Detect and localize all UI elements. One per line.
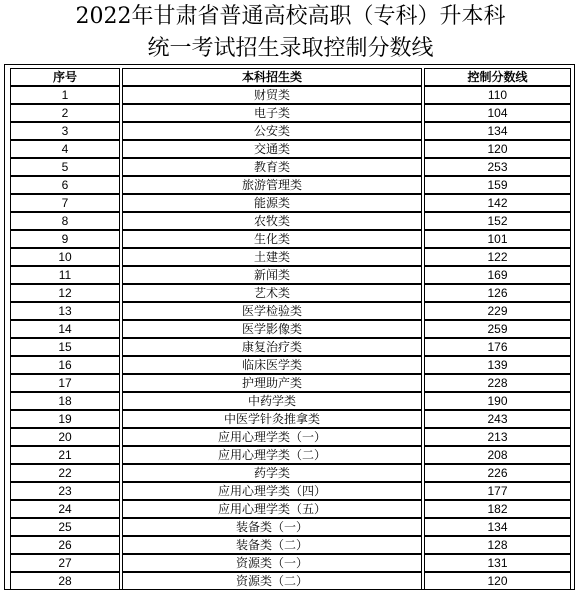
table-row bbox=[10, 158, 571, 176]
row-score: 134 bbox=[424, 122, 571, 140]
table-row bbox=[10, 266, 571, 284]
row-score: 134 bbox=[424, 518, 571, 536]
score-table bbox=[8, 68, 573, 590]
row-index: 26 bbox=[10, 536, 120, 554]
header-score: 控制分数线 bbox=[424, 68, 571, 86]
row-category: 康复治疗类 bbox=[122, 338, 422, 356]
table-row bbox=[10, 572, 571, 590]
row-category: 艺术类 bbox=[122, 284, 422, 302]
row-index: 18 bbox=[10, 392, 120, 410]
table-row bbox=[10, 212, 571, 230]
row-category: 教育类 bbox=[122, 158, 422, 176]
row-category: 交通类 bbox=[122, 140, 422, 158]
row-index: 13 bbox=[10, 302, 120, 320]
table-row bbox=[10, 554, 571, 572]
table-row bbox=[10, 536, 571, 554]
row-score: 169 bbox=[424, 266, 571, 284]
row-score: 208 bbox=[424, 446, 571, 464]
row-score: 243 bbox=[424, 410, 571, 428]
row-category: 装备类（一） bbox=[122, 518, 422, 536]
table-row bbox=[10, 446, 571, 464]
table-row bbox=[10, 194, 571, 212]
row-score: 126 bbox=[424, 284, 571, 302]
row-index: 23 bbox=[10, 482, 120, 500]
row-score: 120 bbox=[424, 572, 571, 590]
row-index: 20 bbox=[10, 428, 120, 446]
row-score: 176 bbox=[424, 338, 571, 356]
row-index: 15 bbox=[10, 338, 120, 356]
table-row bbox=[10, 464, 571, 482]
row-category: 财贸类 bbox=[122, 86, 422, 104]
row-category: 资源类（一） bbox=[122, 554, 422, 572]
row-score: 128 bbox=[424, 536, 571, 554]
page-subtitle: 统一考试招生录取控制分数线 bbox=[147, 36, 434, 61]
table-row bbox=[10, 284, 571, 302]
row-category: 中药学类 bbox=[122, 392, 422, 410]
row-score: 259 bbox=[424, 320, 571, 338]
row-category: 医学检验类 bbox=[122, 302, 422, 320]
row-score: 213 bbox=[424, 428, 571, 446]
row-score: 253 bbox=[424, 158, 571, 176]
row-score: 159 bbox=[424, 176, 571, 194]
row-score: 190 bbox=[424, 392, 571, 410]
row-category: 新闻类 bbox=[122, 266, 422, 284]
row-category: 临床医学类 bbox=[122, 356, 422, 374]
row-category: 生化类 bbox=[122, 230, 422, 248]
table-row bbox=[10, 428, 571, 446]
row-index: 5 bbox=[10, 158, 120, 176]
table-row bbox=[10, 482, 571, 500]
row-index: 19 bbox=[10, 410, 120, 428]
row-index: 17 bbox=[10, 374, 120, 392]
row-score: 139 bbox=[424, 356, 571, 374]
table-row bbox=[10, 320, 571, 338]
row-score: 120 bbox=[424, 140, 571, 158]
header-category: 本科招生类 bbox=[122, 68, 422, 86]
row-index: 22 bbox=[10, 464, 120, 482]
table-row bbox=[10, 86, 571, 104]
table-row bbox=[10, 230, 571, 248]
row-index: 4 bbox=[10, 140, 120, 158]
row-index: 6 bbox=[10, 176, 120, 194]
table-row bbox=[10, 410, 571, 428]
row-category: 应用心理学类（五） bbox=[122, 500, 422, 518]
row-index: 16 bbox=[10, 356, 120, 374]
row-index: 27 bbox=[10, 554, 120, 572]
row-score: 122 bbox=[424, 248, 571, 266]
row-index: 2 bbox=[10, 104, 120, 122]
row-category: 电子类 bbox=[122, 104, 422, 122]
row-category: 应用心理学类（一） bbox=[122, 428, 422, 446]
row-index: 24 bbox=[10, 500, 120, 518]
table-row bbox=[10, 122, 571, 140]
row-index: 14 bbox=[10, 320, 120, 338]
row-category: 医学影像类 bbox=[122, 320, 422, 338]
row-index: 1 bbox=[10, 86, 120, 104]
row-score: 229 bbox=[424, 302, 571, 320]
row-category: 农牧类 bbox=[122, 212, 422, 230]
row-category: 应用心理学类（四） bbox=[122, 482, 422, 500]
row-index: 3 bbox=[10, 122, 120, 140]
table-row bbox=[10, 104, 571, 122]
row-index: 7 bbox=[10, 194, 120, 212]
row-score: 226 bbox=[424, 464, 571, 482]
row-score: 101 bbox=[424, 230, 571, 248]
row-score: 131 bbox=[424, 554, 571, 572]
table-row bbox=[10, 392, 571, 410]
row-category: 公安类 bbox=[122, 122, 422, 140]
table-row bbox=[10, 302, 571, 320]
row-index: 25 bbox=[10, 518, 120, 536]
row-score: 142 bbox=[424, 194, 571, 212]
table-header-row bbox=[10, 68, 571, 86]
row-score: 228 bbox=[424, 374, 571, 392]
table-row bbox=[10, 374, 571, 392]
row-index: 8 bbox=[10, 212, 120, 230]
row-score: 110 bbox=[424, 86, 571, 104]
table-row bbox=[10, 518, 571, 536]
header-index: 序号 bbox=[10, 68, 120, 86]
row-category: 护理助产类 bbox=[122, 374, 422, 392]
row-category: 旅游管理类 bbox=[122, 176, 422, 194]
row-index: 11 bbox=[10, 266, 120, 284]
page-title: 2022年甘肃省普通高校高职（专科）升本科 bbox=[75, 4, 506, 29]
table-row bbox=[10, 356, 571, 374]
row-category: 应用心理学类（二） bbox=[122, 446, 422, 464]
row-index: 9 bbox=[10, 230, 120, 248]
row-score: 104 bbox=[424, 104, 571, 122]
row-index: 12 bbox=[10, 284, 120, 302]
table-row bbox=[10, 140, 571, 158]
row-index: 21 bbox=[10, 446, 120, 464]
row-category: 土建类 bbox=[122, 248, 422, 266]
row-category: 能源类 bbox=[122, 194, 422, 212]
table-row bbox=[10, 248, 571, 266]
row-category: 资源类（二） bbox=[122, 572, 422, 590]
table-frame bbox=[4, 64, 575, 590]
row-score: 182 bbox=[424, 500, 571, 518]
row-category: 中医学针灸推拿类 bbox=[122, 410, 422, 428]
row-score: 152 bbox=[424, 212, 571, 230]
row-category: 药学类 bbox=[122, 464, 422, 482]
row-index: 28 bbox=[10, 572, 120, 590]
table-row bbox=[10, 500, 571, 518]
row-category: 装备类（二） bbox=[122, 536, 422, 554]
row-index: 10 bbox=[10, 248, 120, 266]
row-score: 177 bbox=[424, 482, 571, 500]
table-row bbox=[10, 338, 571, 356]
table-row bbox=[10, 176, 571, 194]
